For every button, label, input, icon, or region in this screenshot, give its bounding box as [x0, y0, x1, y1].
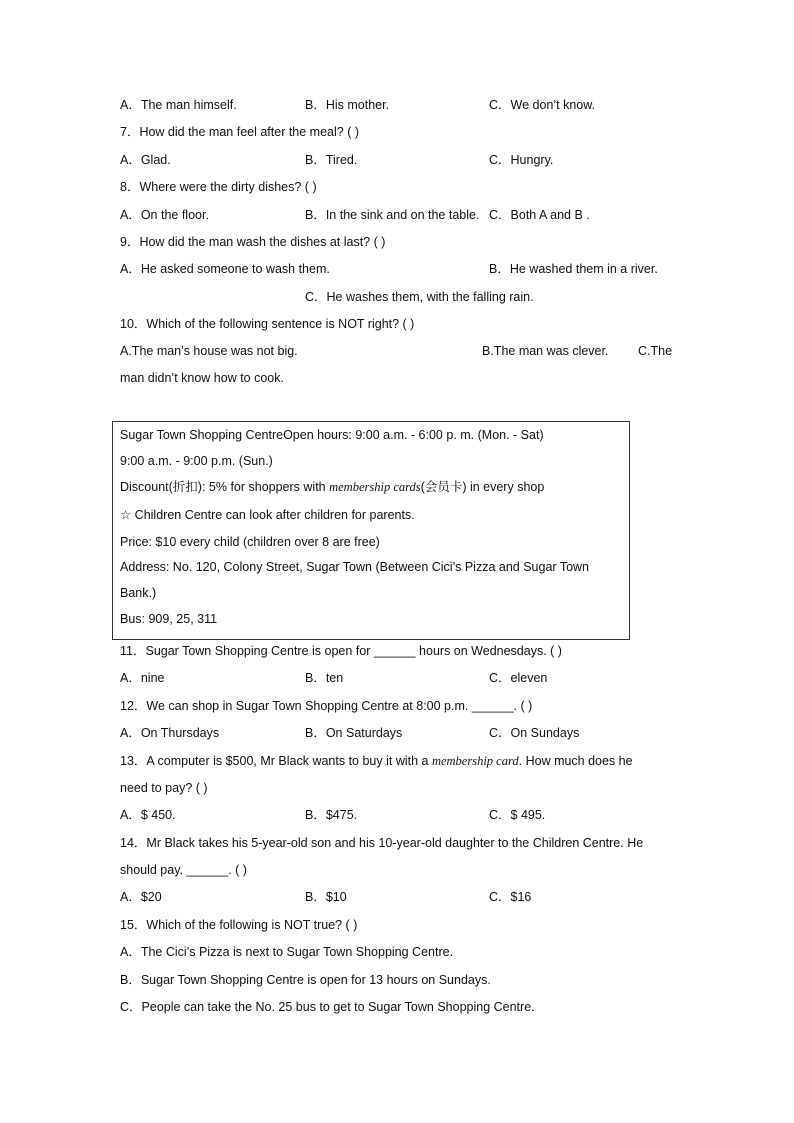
notice-bus: Bus: 909, 25, 311	[120, 612, 218, 626]
q10-option-b: B.The man was clever.	[482, 344, 609, 358]
notice-children-centre: ☆ Children Centre can look after children for parents.	[120, 508, 415, 522]
q8-option-b: B．In the sink and on the table.	[305, 208, 480, 222]
q7-option-c: C．Hungry.	[489, 153, 554, 167]
q13-question-italic: membership card	[431, 754, 519, 768]
q15-option-a: A．The Cici’s Pizza is next to Sugar Town Shopping Centre.	[120, 945, 454, 959]
notice-address-continued: Bank.)	[120, 586, 157, 600]
notice-discount-italic: membership cards	[329, 480, 421, 494]
q7-question: 7．How did the man feel after the meal? ( )	[120, 125, 360, 139]
q6-option-c: C．We don’t know.	[489, 98, 596, 112]
notice-discount-suffix: (会员卡) in every shop	[420, 480, 545, 494]
q11-option-c: C．eleven	[489, 671, 548, 685]
q9-option-a: A．He asked someone to wash them.	[120, 262, 330, 276]
q7-option-a: A．Glad.	[120, 153, 171, 167]
q14-question: 14．Mr Black takes his 5-year-old son and his 10-year-old daughter to the Children Centre. He	[120, 836, 644, 850]
notice-sunday-hours: 9:00 a.m. - 9:00 p.m. (Sun.)	[120, 454, 273, 468]
q14-option-c: C．$16	[489, 890, 532, 904]
notice-discount-prefix: Discount(折扣): 5% for shoppers with	[120, 480, 330, 494]
q15-question: 15．Which of the following is NOT true? ( )	[120, 918, 358, 932]
q9-question: 9．How did the man wash the dishes at last? ( )	[120, 235, 386, 249]
q11-option-a: A．nine	[120, 671, 165, 685]
q10-question: 10．Which of the following sentence is NOT right? ( )	[120, 317, 415, 331]
q10-option-a: A.The man’s house was not big.	[120, 344, 298, 358]
notice-address: Address: No. 120, Colony Street, Sugar Town (Between Cici’s Pizza and Sugar Town	[120, 560, 590, 574]
notice-price: Price: $10 every child (children over 8 are free)	[120, 535, 380, 549]
q13-option-b: B．$475.	[305, 808, 358, 822]
q10-option-c: C.The	[638, 344, 673, 358]
q9-option-c: C．He washes them, with the falling rain.	[305, 290, 534, 304]
notice-open-hours: Sugar Town Shopping CentreOpen hours: 9:00 a.m. - 6:00 p. m. (Mon. - Sat)	[120, 428, 544, 442]
q13-question-continued: need to pay? ( )	[120, 781, 208, 795]
notice-discount	[120, 479, 544, 495]
q15-option-c: C．People can take the No. 25 bus to get to Sugar Town Shopping Centre.	[120, 1000, 535, 1014]
q12-option-a: A．On Thursdays	[120, 726, 220, 740]
q11-option-b: B．ten	[305, 671, 344, 685]
q14-option-b: B．$10	[305, 890, 347, 904]
q13-option-c: C．$ 495.	[489, 808, 546, 822]
q13-option-a: A．$ 450.	[120, 808, 176, 822]
q8-option-c: C．Both A and B .	[489, 208, 590, 222]
q11-question: 11．Sugar Town Shopping Centre is open for ______ hours on Wednesdays. ( )	[120, 644, 562, 658]
q6-option-b: B．His mother.	[305, 98, 390, 112]
q7-option-b: B．Tired.	[305, 153, 358, 167]
q9-option-b: B．He washed them in a river.	[489, 262, 658, 276]
q12-option-c: C．On Sundays	[489, 726, 580, 740]
q14-question-continued: should pay. ______. ( )	[120, 863, 247, 877]
q8-question: 8．Where were the dirty dishes? ( )	[120, 180, 317, 194]
q10-option-c-continued: man didn’t know how to cook.	[120, 371, 284, 385]
q12-option-b: B．On Saturdays	[305, 726, 403, 740]
q12-question: 12．We can shop in Sugar Town Shopping Centre at 8:00 p.m. ______. ( )	[120, 699, 533, 713]
q15-option-b: B．Sugar Town Shopping Centre is open for 13 hours on Sundays.	[120, 973, 491, 987]
q13-question	[120, 753, 633, 769]
q6-option-a: A．The man himself.	[120, 98, 237, 112]
q14-option-a: A．$20	[120, 890, 162, 904]
q8-option-a: A．On the floor.	[120, 208, 209, 222]
q13-question-prefix: 13．A computer is $500, Mr Black wants to buy it with a	[120, 754, 432, 768]
q13-question-suffix: . How much does he	[518, 754, 633, 768]
